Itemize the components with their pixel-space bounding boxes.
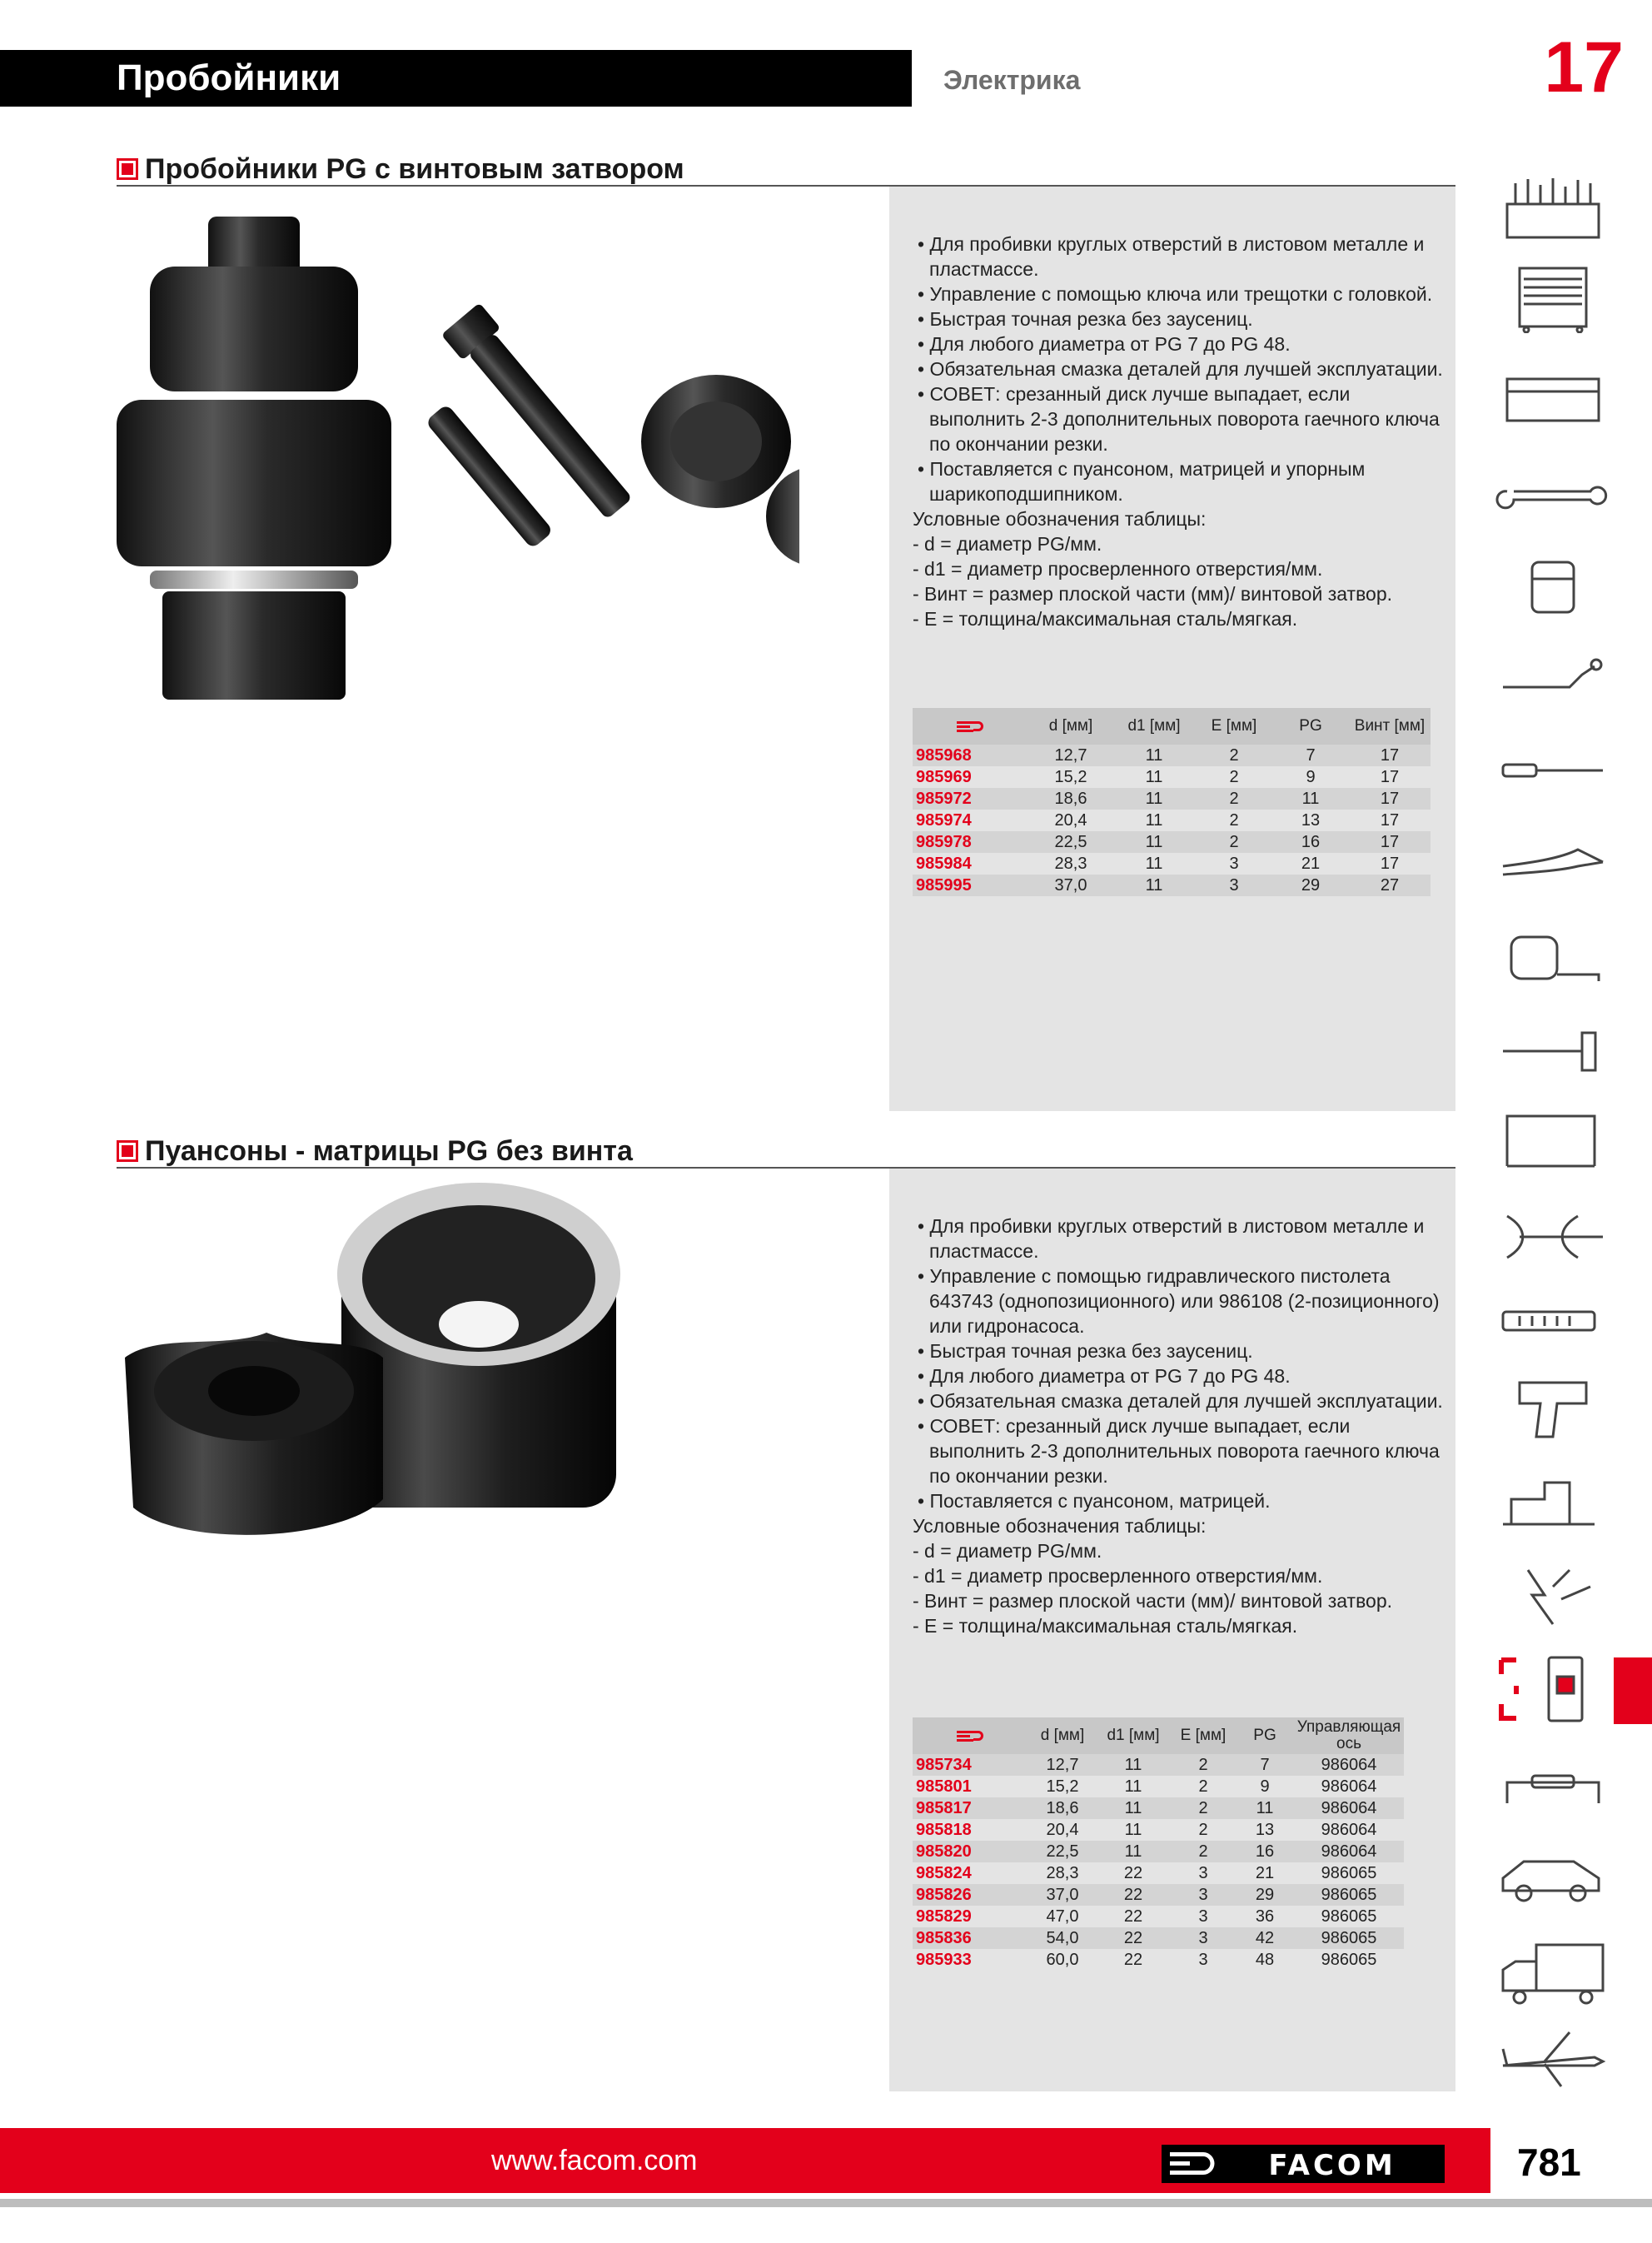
chapter-number: 17 (1544, 27, 1624, 107)
table-row: 985817 18,6 11 2 11 986064 (913, 1797, 1404, 1819)
circuit-breaker-icon[interactable] (1495, 1656, 1611, 1722)
punch-with-screw-image (100, 200, 799, 716)
tool-drawer-icon[interactable] (1495, 366, 1611, 433)
active-category-tab (1614, 1657, 1652, 1724)
truck-icon[interactable] (1495, 1941, 1611, 2007)
category-label: Электрика (943, 65, 1081, 95)
bullet: • Для любого диаметра от PG 7 до PG 48. (913, 331, 1446, 356)
section2-spec-table (913, 1717, 1404, 1971)
table-row: 985818 20,4 11 2 13 986064 (916, 1821, 1377, 1839)
legend-line: - d = диаметр PG/мм. (913, 533, 1102, 555)
section1-heading (117, 152, 684, 186)
bullet: • СОВЕТ: срезанный диск лучше выпадает, если выполнить 2-3 дополнительных поворота гаечного ключа по окончании резки. (913, 1413, 1446, 1488)
section2-heading-text: Пуансоны - матрицы PG без винта (145, 1135, 633, 1167)
safety-icon[interactable] (1495, 1562, 1611, 1628)
legend-line: - E = толщина/максимальная сталь/мягкая. (913, 608, 1298, 630)
col-header: d1 [мм] (1096, 1717, 1171, 1754)
table-row: 985826 37,0 22 3 29 986065 (913, 1884, 1404, 1906)
col-header: d [мм] (1029, 708, 1112, 745)
tool-cabinet-icon[interactable] (1495, 267, 1611, 333)
table-row: 985820 22,5 11 2 16 986064 (913, 1841, 1404, 1862)
ratchet-icon[interactable] (1495, 650, 1611, 716)
vise-icon[interactable] (1495, 1466, 1611, 1533)
col-header: E [мм] (1171, 1717, 1236, 1754)
hammer-icon[interactable] (1495, 1016, 1611, 1083)
facom-brand-logo (1162, 2145, 1445, 2183)
bullet: • Обязательная смазка деталей для лучшей эксплуатации. (913, 1388, 1446, 1413)
car-icon[interactable] (1495, 1845, 1611, 1912)
col-header: PG (1272, 708, 1349, 745)
legend-line: - d = диаметр PG/мм. (913, 1540, 1102, 1562)
section2-description (913, 1214, 1446, 1638)
impact-wrench-icon[interactable] (1495, 1374, 1611, 1441)
bullet: • Управление с помощью ключа или трещотки с головкой. (913, 282, 1446, 307)
section-marker-icon (117, 1140, 138, 1162)
table-header-row (913, 708, 1431, 745)
footer-rule (0, 2199, 1652, 2207)
puller-icon[interactable] (1495, 1199, 1611, 1266)
table-row: 985974 20,4 11 2 13 17 (916, 811, 1400, 830)
bullet: • Управление с помощью гидравлического пистолета 643743 (однопозиционного) или 986108 (2-позиционного) или гидронасоса. (913, 1264, 1446, 1338)
bullet: • Быстрая точная резка без заусениц. (913, 1338, 1446, 1363)
website-link[interactable]: www.facom.com (491, 2145, 698, 2176)
legend-line: - Винт = размер плоской части (мм)/ винтовой затвор. (913, 583, 1393, 605)
bullet: • СОВЕТ: срезанный диск лучше выпадает, если выполнить 2-3 дополнительных поворота гаечного ключа по окончании резки. (913, 381, 1446, 456)
table-row: 985978 22,5 11 2 16 17 (913, 831, 1431, 853)
bullet: • Поставляется с пуансоном, матрицей и упорным шарикоподшипником. (913, 456, 1446, 506)
table-row: 985969 15,2 11 2 9 17 (916, 768, 1400, 786)
table-row: 985972 18,6 11 2 11 17 (913, 788, 1431, 810)
screwdriver-icon[interactable] (1495, 737, 1611, 804)
page-title: Пробойники (117, 57, 341, 98)
table-row: 985801 15,2 11 2 9 986064 (916, 1777, 1377, 1796)
brand-name: FACOM (1268, 2149, 1396, 2182)
airplane-icon[interactable] (1495, 2024, 1611, 2091)
legend-line: Условные обозначения таблицы: (913, 1515, 1207, 1537)
section2-heading (117, 1134, 633, 1168)
table-row: 985984 28,3 11 3 21 17 (916, 855, 1400, 873)
bullet: • Поставляется с пуансоном, матрицей. (913, 1488, 1446, 1513)
table-row: 985836 54,0 22 3 42 986065 (913, 1927, 1404, 1949)
toolbox-icon[interactable] (1495, 175, 1611, 242)
bullet: • Для пробивки круглых отверстий в листовом металле и пластмассе. (913, 232, 1446, 282)
col-header: d [мм] (1029, 1717, 1096, 1754)
col-header: d1 [мм] (1112, 708, 1196, 745)
bullet: • Быстрая точная резка без заусениц. (913, 307, 1446, 331)
table-row: 985995 37,0 11 3 29 27 (913, 875, 1431, 896)
section-marker-icon (117, 158, 138, 180)
facom-logo-icon (913, 708, 1029, 745)
punch-die-image (108, 1183, 641, 1616)
table-header-row (913, 1717, 1404, 1754)
legend-line: Условные обозначения таблицы: (913, 508, 1207, 530)
wrench-icon[interactable] (1495, 462, 1611, 529)
table-row: 985824 28,3 22 3 21 986065 (916, 1864, 1377, 1882)
section1-description (913, 232, 1446, 631)
col-header: Управляющая ось (1294, 1717, 1404, 1754)
socket-icon[interactable] (1495, 554, 1611, 621)
bullet: • Обязательная смазка деталей для лучшей эксплуатации. (913, 356, 1446, 381)
table-row: 985933 60,0 22 3 48 986065 (916, 1951, 1377, 1969)
table-row: 985829 47,0 22 3 36 986065 (916, 1907, 1377, 1926)
legend-line: - E = толщина/максимальная сталь/мягкая. (913, 1615, 1298, 1637)
bullet: • Для любого диаметра от PG 7 до PG 48. (913, 1363, 1446, 1388)
table-row: 985734 12,7 11 2 7 986064 (913, 1754, 1404, 1776)
hacksaw-icon[interactable] (1495, 1108, 1611, 1174)
col-header: PG (1236, 1717, 1294, 1754)
pliers-icon[interactable] (1495, 829, 1611, 895)
section1-spec-table (913, 708, 1431, 896)
handle-icon[interactable] (1495, 1757, 1611, 1824)
facom-logo-icon (913, 1717, 1029, 1754)
page-number: 781 (1517, 2141, 1581, 2184)
tape-measure-icon[interactable] (1495, 925, 1611, 991)
electronic-tester-icon[interactable] (1495, 1287, 1611, 1353)
legend-line: - d1 = диаметр просверленного отверстия/мм. (913, 558, 1323, 580)
section1-heading-text: Пробойники PG с винтовым затвором (145, 153, 684, 185)
col-header: Винт [мм] (1349, 708, 1431, 745)
legend-line: - d1 = диаметр просверленного отверстия/мм. (913, 1565, 1323, 1587)
bullet: • Для пробивки круглых отверстий в листовом металле и пластмассе. (913, 1214, 1446, 1264)
col-header: E [мм] (1196, 708, 1272, 745)
table-row: 985968 12,7 11 2 7 17 (913, 745, 1431, 766)
legend-line: - Винт = размер плоской части (мм)/ винтовой затвор. (913, 1590, 1393, 1612)
